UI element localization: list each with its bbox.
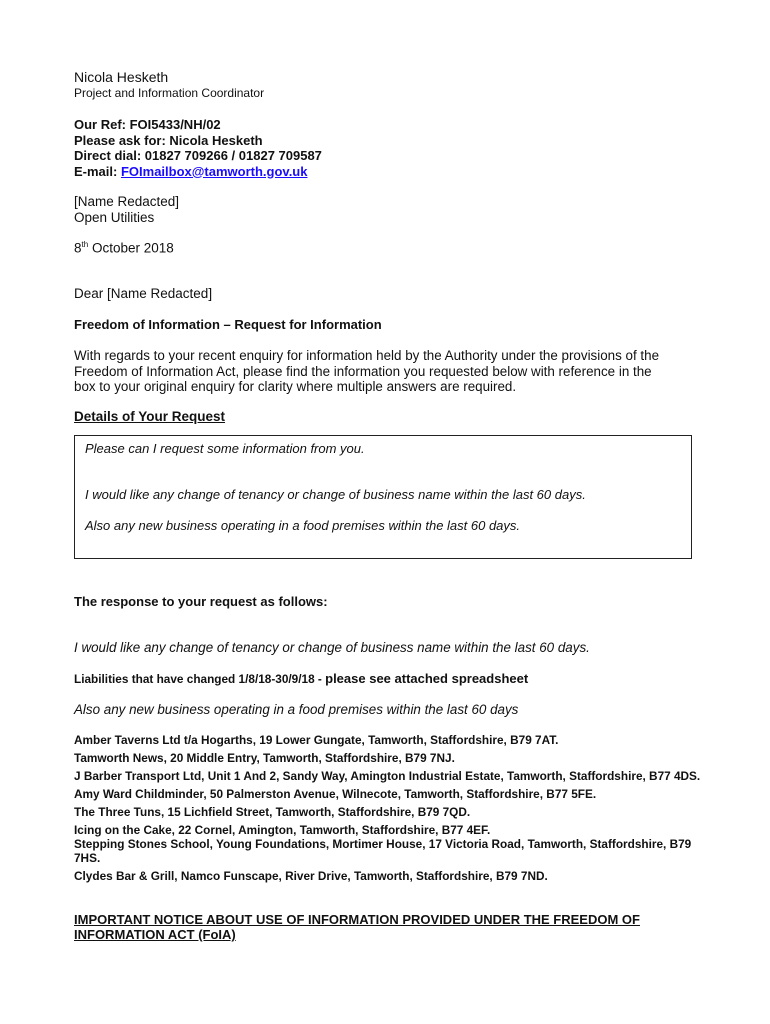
salutation: Dear [Name Redacted] xyxy=(74,286,213,301)
date-rest: October 2018 xyxy=(88,240,174,256)
answer-1-prefix: Liabilities that have changed 1/8/18-30/9/18 - xyxy=(74,672,326,686)
request-line: Also any new business operating in a food premises within the last 60 days. xyxy=(85,518,521,533)
response-question-2: Also any new business operating in a food premises within the last 60 days xyxy=(74,702,519,717)
intro-line: box to your original enquiry for clarity where multiple answers are required. xyxy=(74,379,517,394)
response-answer-1 xyxy=(74,671,528,686)
date-day: 8 xyxy=(74,240,82,256)
recipient-name: [Name Redacted] xyxy=(74,194,180,209)
business-item: The Three Tuns, 15 Lichfield Street, Tamworth, Staffordshire, B79 7QD. xyxy=(74,805,471,819)
business-item: Amy Ward Childminder, 50 Palmerston Avenue, Wilnecote, Tamworth, Staffordshire, B77 5FE. xyxy=(74,787,597,801)
important-notice-heading: IMPORTANT NOTICE ABOUT USE OF INFORMATION PROVIDED UNDER THE FREEDOM OF INFORMATION ACT (FoIA) xyxy=(74,912,640,942)
business-item-continued: 7HS. xyxy=(74,851,101,865)
email-link[interactable]: FOImailbox@tamworth.gov.uk xyxy=(120,163,308,179)
business-item: J Barber Transport Ltd, Unit 1 And 2, Sandy Way, Amington Industrial Estate, Tamworth, Staffordshire, B77 4DS. xyxy=(74,769,701,783)
intro-paragraph xyxy=(74,348,714,395)
intro-line: With regards to your recent enquiry for information held by the Authority under the provisions of the xyxy=(74,348,660,363)
letter-date xyxy=(74,240,174,256)
response-heading: The response to your request as follows: xyxy=(74,594,328,609)
request-box xyxy=(74,435,692,559)
recipient-org: Open Utilities xyxy=(74,210,155,225)
business-item: Stepping Stones School, Young Foundations, Mortimer House, 17 Victoria Road, Tamworth, Staffordshire, B79 xyxy=(74,837,692,851)
date-suffix: th xyxy=(81,240,89,249)
business-item: Clydes Bar & Grill, Namco Funscape, River Drive, Tamworth, Staffordshire, B79 7ND. xyxy=(74,869,548,883)
sender-role: Project and Information Coordinator xyxy=(74,86,265,100)
details-heading: Details of Your Request xyxy=(74,409,226,424)
sender-name: Nicola Hesketh xyxy=(74,69,169,85)
direct-dial: Direct dial: 01827 709266 / 01827 709587 xyxy=(74,148,322,163)
business-item: Amber Taverns Ltd t/a Hogarths, 19 Lower Gungate, Tamworth, Staffordshire, B79 7AT. xyxy=(74,733,559,747)
our-ref: Our Ref: FOI5433/NH/02 xyxy=(74,117,221,132)
intro-line: Freedom of Information Act, please find the information you requested below with reference in the xyxy=(74,363,652,379)
request-line: Please can I request some information from you. xyxy=(85,441,365,456)
ask-for: Please ask for: Nicola Hesketh xyxy=(74,132,263,148)
request-line: I would like any change of tenancy or change of business name within the last 60 days. xyxy=(85,487,586,502)
email-line xyxy=(74,164,307,180)
subject-line: Freedom of Information – Request for Information xyxy=(74,317,382,332)
business-item: Tamworth News, 20 Middle Entry, Tamworth, Staffordshire, B79 7NJ. xyxy=(74,751,455,765)
answer-1-suffix: please see attached spreadsheet xyxy=(325,671,529,686)
business-item: Icing on the Cake, 22 Cornel, Amington, Tamworth, Staffordshire, B77 4EF. xyxy=(74,823,491,837)
email-label: E-mail: xyxy=(74,163,121,179)
business-list xyxy=(74,731,766,885)
response-question-1: I would like any change of tenancy or change of business name within the last 60 days. xyxy=(74,640,590,655)
